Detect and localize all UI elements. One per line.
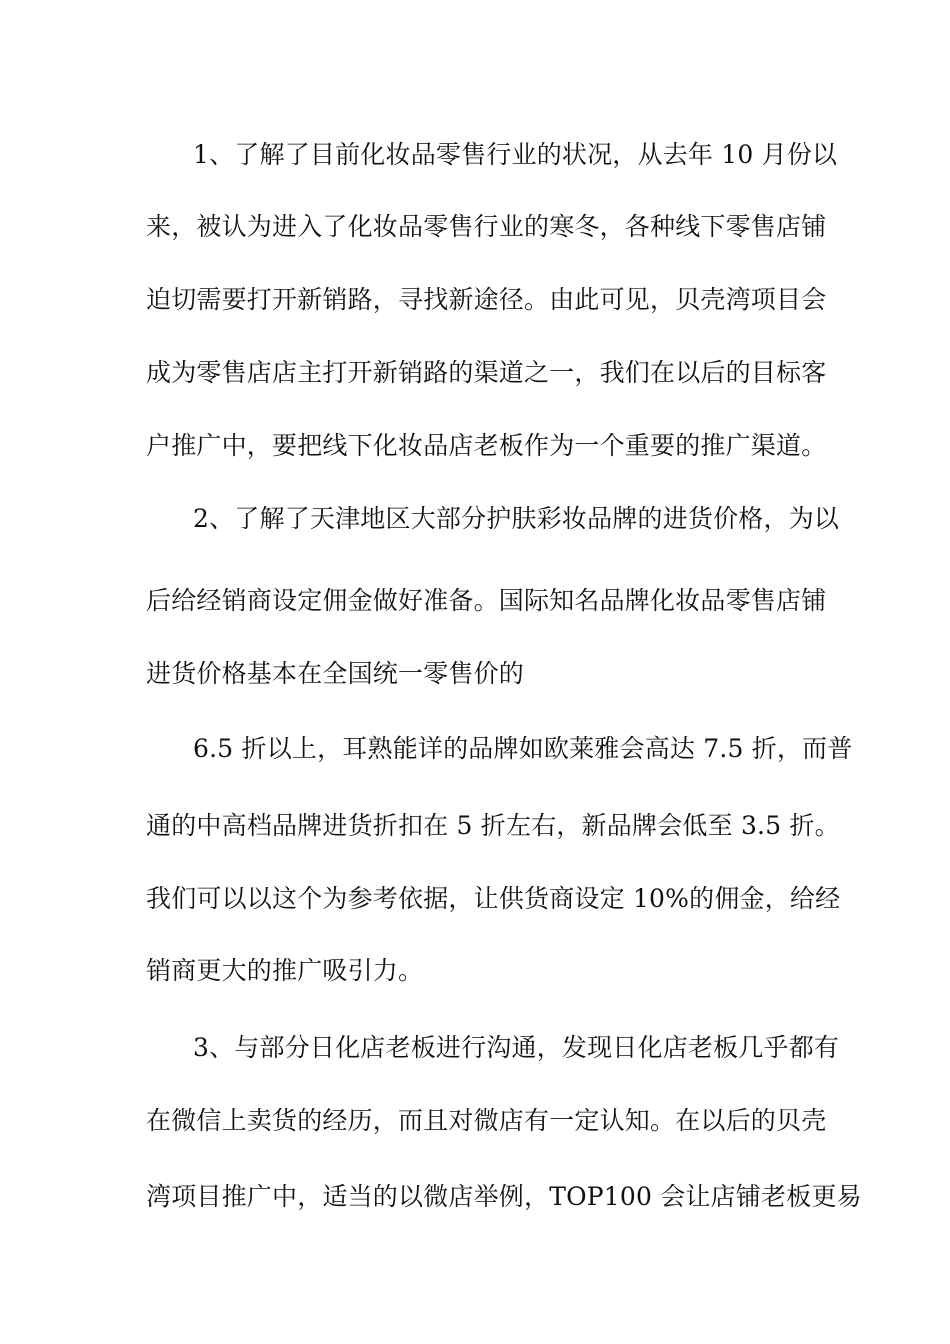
paragraph-1-line-4: 成为零售店店主打开新销路的渠道之一，我们在以后的目标客: [146, 358, 827, 387]
paragraph-3-line-2: 通的中高档品牌进货折扣在 5 折左右，新品牌会低至 3.5 折。: [146, 811, 840, 840]
paragraph-4-line-2: 在微信上卖货的经历，而且对微店有一定认知。在以后的贝壳: [146, 1106, 827, 1135]
paragraph-1-line-1: 1、了解了目前化妆品零售行业的状况，从去年 10 月份以: [193, 140, 838, 169]
paragraph-3-line-3: 我们可以以这个为参考依据，让供货商设定 10%的佣金，给经: [146, 884, 841, 913]
paragraph-1-line-2: 来，被认为进入了化妆品零售行业的寒冬，各种线下零售店铺: [146, 212, 827, 241]
paragraph-2-line-3: 进货价格基本在全国统一零售价的: [146, 659, 525, 688]
paragraph-1-line-3: 迫切需要打开新销路，寻找新途径。由此可见，贝壳湾项目会: [146, 285, 827, 314]
paragraph-1-line-5: 户推广中，要把线下化妆品店老板作为一个重要的推广渠道。: [146, 431, 827, 460]
paragraph-2-line-2: 后给经销商设定佣金做好准备。国际知名品牌化妆品零售店铺: [146, 586, 827, 615]
paragraph-4-line-1: 3、与部分日化店老板进行沟通，发现日化店老板几乎都有: [193, 1033, 840, 1062]
paragraph-4-line-3: 湾项目推广中，适当的以微店举例，TOP100 会让店铺老板更易: [146, 1182, 862, 1211]
paragraph-3-line-4: 销商更大的推广吸引力。: [146, 956, 424, 985]
paragraph-3-line-1: 6.5 折以上，耳熟能详的品牌如欧莱雅会高达 7.5 折，而普: [193, 734, 853, 763]
paragraph-2-line-1: 2、了解了天津地区大部分护肤彩妆品牌的进货价格，为以: [193, 504, 840, 533]
